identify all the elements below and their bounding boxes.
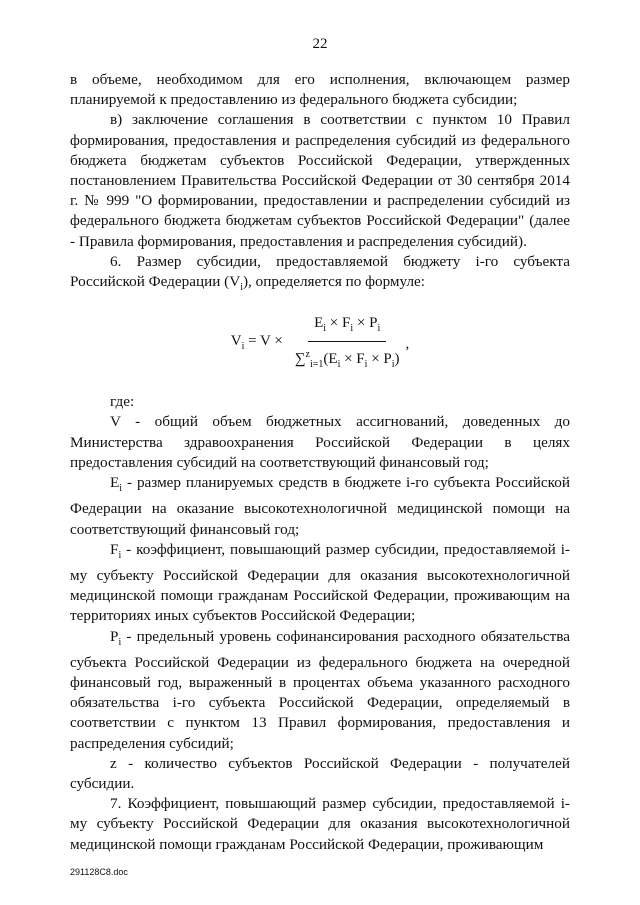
- num-p: × P: [353, 315, 378, 332]
- file-footer: 291128C8.doc: [70, 867, 128, 877]
- definition-e-symbol: E: [110, 474, 120, 492]
- formula-equals: = V ×: [244, 333, 283, 350]
- paragraph-6-sub: i: [240, 282, 243, 294]
- formula-numerator: [308, 313, 386, 342]
- paragraph-continuation: в объеме, необходимом для его исполнения, включающем размер планируемой к предоставлению из федерального бюджета субсидии;: [70, 71, 570, 109]
- definition-z: z - количество субъектов Российской Федерации - получателей субсидии.: [70, 754, 570, 793]
- den-p: × P: [367, 351, 392, 368]
- den-e-sub: i: [337, 359, 341, 371]
- definition-e-sub: i: [119, 483, 123, 495]
- num-e: E: [314, 315, 324, 332]
- definition-f-sub: i: [118, 549, 122, 561]
- definition-e-text: - размер планируемых средств в бюджете i-го субъекта Российской Федерации на оказание высокотехнологичной медицинской помощи на соответствующий финансовый год;: [70, 474, 570, 538]
- definition-e: [70, 473, 570, 540]
- definition-f-text: - коэффициент, повышающий размер субсидии, предоставляемой i-му субъекту Российской Федерации для оказания высокотехнологичной медицинской помощи гражданам Российской Федерации, проживающим на территориях иных субъектов Российской Федерации;: [70, 540, 570, 625]
- num-f: × F: [326, 315, 351, 332]
- den-sum-upper: z: [305, 349, 310, 361]
- definition-f-symbol: F: [110, 540, 119, 558]
- paragraph-7: 7. Коэффициент, повышающий размер субсидии, предоставляемой i-му субъекту Российской Федерации для оказания высокотехнологичной медицинской помощи гражданам Российской Федерации, проживающим: [70, 795, 570, 853]
- definition-v: V - общий объем бюджетных ассигнований, доведенных до Министерства здравоохранения Российской Федерации в целях предоставления субсидий на соответствующий финансовый год;: [70, 413, 570, 471]
- definition-p-symbol: P: [110, 627, 119, 645]
- num-e-sub: i: [323, 323, 327, 335]
- definition-p-text: - предельный уровень софинансирования расходного обязательства субъекта Российской Федерации из федерального бюджета на очередной финансовый год, выраженный в процентах объема указанного расходного обязательства i-го субъекта Российской Федерации, определяемый в соответствии с пунктом 13 Правил формирования, предоставления и распределения субсидий;: [70, 627, 570, 752]
- den-close: ): [394, 351, 400, 368]
- formula-lhs-symbol: V: [230, 333, 242, 350]
- definition-p: [70, 627, 570, 754]
- page-number: 22: [312, 36, 328, 52]
- den-sum-lower: i=1: [309, 359, 324, 371]
- den-sum: ∑: [294, 351, 306, 368]
- definition-p-sub: i: [118, 636, 122, 648]
- definition-f: [70, 540, 570, 627]
- formula-lhs-sub: i: [241, 341, 245, 353]
- paragraph-6-end: ), определяется по формуле:: [242, 273, 426, 291]
- den-f-sub: i: [364, 359, 368, 371]
- den-f: × F: [340, 351, 365, 368]
- paragraph-6-text: 6. Размер субсидии, предоставляемой бюджету i-го субъекта Российской Федерации (V: [70, 252, 570, 291]
- den-e: (E: [323, 351, 338, 368]
- paragraph-item-v: в) заключение соглашения в соответствии с пунктом 10 Правил формирования, предоставления и распределения субсидий из федерального бюджета бюджетам субъектов Российской Федерации, утвержденных постановлением Правительства Российской Федерации от 30 сентября 2014 г. № 999 "О формировании, предоставлении и распределении субсидий из федерального бюджета бюджетам субъектов Российской Федерации" (далее - Правила формирования, предоставления и распределения субсидий).: [70, 111, 570, 250]
- paragraph-6: [70, 252, 570, 298]
- formula-denominator: [291, 342, 404, 375]
- formula-lhs: [231, 331, 283, 357]
- den-p-sub: i: [391, 359, 395, 371]
- formula-trailing: ,: [405, 336, 410, 353]
- num-f-sub: i: [350, 323, 354, 335]
- formula-fraction: [291, 313, 404, 375]
- document-body: [70, 70, 570, 855]
- subsidy-formula: [70, 312, 570, 376]
- where-label: где:: [110, 393, 135, 411]
- num-p-sub: i: [377, 323, 381, 335]
